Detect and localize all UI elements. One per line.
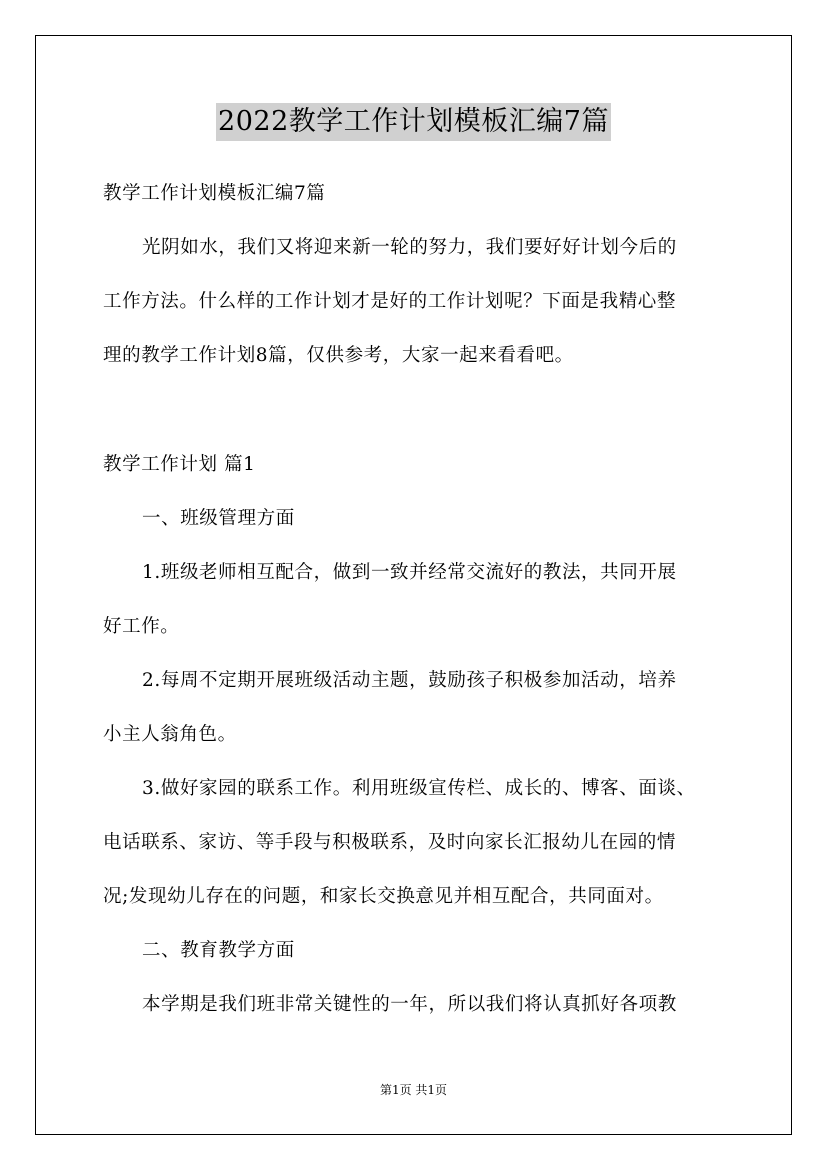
item3-line-2: 电话联系、家访、等手段与积极联系，及时向家长汇报幼儿在园的情 bbox=[103, 832, 677, 853]
document-subtitle: 教学工作计划模板汇编7篇 bbox=[103, 183, 326, 204]
item3-line-3: 况;发现幼儿存在的问题，和家长交换意见并相互配合，共同面对。 bbox=[103, 886, 664, 907]
item3-line-1: 3.做好家园的联系工作。利用班级宣传栏、成长的、博客、面谈、 bbox=[142, 778, 696, 799]
part1-heading: 一、班级管理方面 bbox=[142, 508, 295, 529]
item1-line-1: 1.班级老师相互配合，做到一致并经常交流好的教法，共同开展 bbox=[142, 562, 677, 583]
intro-line-1: 光阴如水，我们又将迎来新一轮的努力，我们要好好计划今后的 bbox=[142, 237, 677, 258]
section-heading: 教学工作计划 篇1 bbox=[103, 454, 256, 475]
intro-line-2: 工作方法。什么样的工作计划才是好的工作计划呢？下面是我精心整 bbox=[103, 291, 677, 312]
intro-line-3: 理的教学工作计划8篇，仅供参考，大家一起来看看吧。 bbox=[103, 345, 574, 366]
part2-line-1: 本学期是我们班非常关键性的一年，所以我们将认真抓好各项教 bbox=[142, 994, 677, 1015]
item2-line-2: 小主人翁角色。 bbox=[103, 724, 237, 745]
title-area bbox=[0, 103, 827, 141]
page-footer: 第1页 共1页 bbox=[379, 1083, 448, 1097]
document-title: 2022教学工作计划模板汇编7篇 bbox=[216, 103, 611, 141]
part2-heading: 二、教育教学方面 bbox=[142, 940, 295, 961]
item2-line-1: 2.每周不定期开展班级活动主题，鼓励孩子积极参加活动，培养 bbox=[142, 670, 677, 691]
item1-line-2: 好工作。 bbox=[103, 616, 180, 637]
